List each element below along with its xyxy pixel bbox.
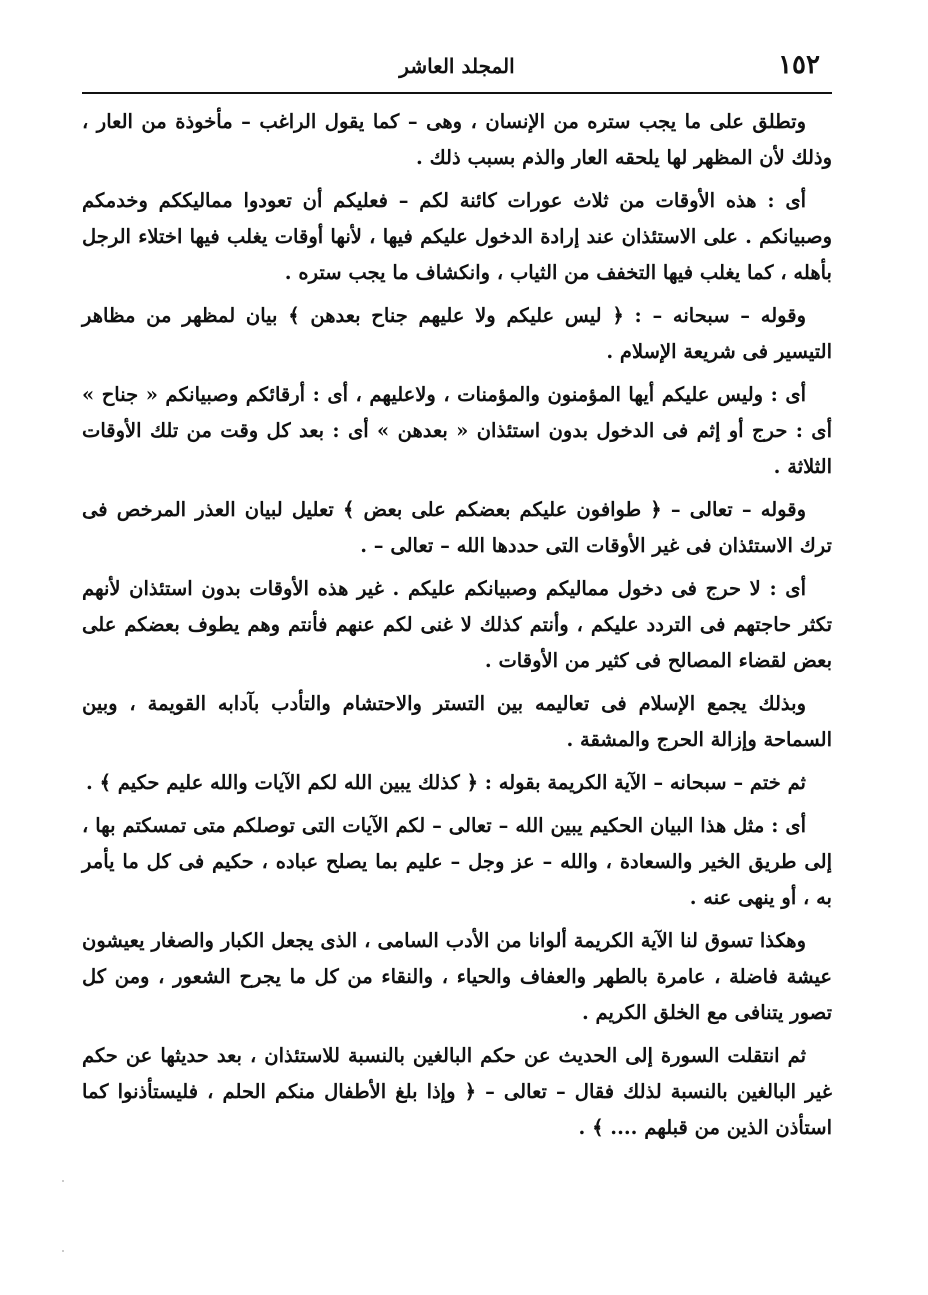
page-header (82, 44, 832, 92)
paragraph-11: ثم انتقلت السورة إلى الحديث عن حكم البالغين بالنسبة للاستئذان ، بعد حديثها عن حكم غير البالغين بالنسبة لذلك فقال – تعالى – ﴿ وإذا بلغ الأطفال منكم الحلم ، فليستأذنوا كما استأذن الذين من قبلهم .... ﴾ . (82, 1044, 832, 1139)
paragraph-4: أى : وليس عليكم أيها المؤمنون والمؤمنات ، ولاعليهم ، أى : أرقائكم وصبيانكم « جناح » أى : حرج أو إثم فى الدخول بدون استئذان « بعدهن » أى : بعد كل وقت من تلك الأوقات الثلاثة . (82, 383, 832, 478)
paragraph-6: أى : لا حرج فى دخول مماليكم وصبيانكم عليكم . غير هذه الأوقات بدون استئذان لأنهم تكثر حاجتهم فى التردد عليكم ، وأنتم كذلك لا غنى لكم عنهم فأنتم وهم يطوف بعضكم على بعض لقضاء المصالح فى كثير من الأوقات . (82, 577, 832, 672)
paragraph-9: أى : مثل هذا البيان الحكيم يبين الله – تعالى – لكم الآيات التى توصلكم متى تمسكتم بها ، إلى طريق الخير والسعادة ، والله – عز وجل – عليم بما يصلح عباده ، حكيم فى كل ما يأمر به ، أو ينهى عنه . (82, 814, 832, 909)
scan-speck (62, 1180, 64, 1182)
page-number: ١٥٢ (778, 50, 820, 80)
paragraph-7: وبذلك يجمع الإسلام فى تعاليمه بين التستر والاحتشام والتأدب بآدابه القويمة ، وبين السماحة وإزالة الحرج والمشقة . (82, 692, 832, 751)
paragraph-1: وتطلق على ما يجب ستره من الإنسان ، وهى – كما يقول الراغب – مأخوذة من العار ، وذلك لأن المظهر لها يلحقه العار والذم بسبب ذلك . (82, 110, 832, 169)
paragraph-5: وقوله – تعالى – ﴿ طوافون عليكم بعضكم على بعض ﴾ تعليل لبيان العذر المرخص فى ترك الاستئذان فى غير الأوقات التى حددها الله – تعالى – . (82, 498, 832, 557)
book-page (82, 0, 832, 1295)
paragraph-3: وقوله – سبحانه – : ﴿ ليس عليكم ولا عليهم جناح بعدهن ﴾ بيان لمظهر من مظاهر التيسير فى شريعة الإسلام . (82, 304, 832, 363)
paragraph-8: ثم ختم – سبحانه – الآية الكريمة بقوله : ﴿ كذلك يبين الله لكم الآيات والله عليم حكيم ﴾ . (86, 771, 806, 794)
scan-speck (62, 1250, 64, 1252)
running-title: المجلد العاشر (399, 54, 515, 78)
paragraph-2: أى : هذه الأوقات من ثلاث عورات كائنة لكم – فعليكم أن تعودوا مماليككم وخدمكم وصبيانكم . على الاستئذان عند إرادة الدخول عليكم فيها ، لأنها أوقات يغلب فيها اختلاء الرجل بأهله ، كما يغلب فيها التخفف من الثياب ، وانكشاف ما يجب ستره . (82, 189, 832, 284)
body-text (82, 104, 832, 1153)
paragraph-10: وهكذا تسوق لنا الآية الكريمة ألوانا من الأدب السامى ، الذى يجعل الكبار والصغار يعيشون عيشة فاضلة ، عامرة بالطهر والعفاف والحياء ، والنقاء من كل ما يجرح الشعور ، ومن كل تصور يتنافى مع الخلق الكريم . (82, 929, 832, 1024)
header-rule (82, 92, 832, 94)
